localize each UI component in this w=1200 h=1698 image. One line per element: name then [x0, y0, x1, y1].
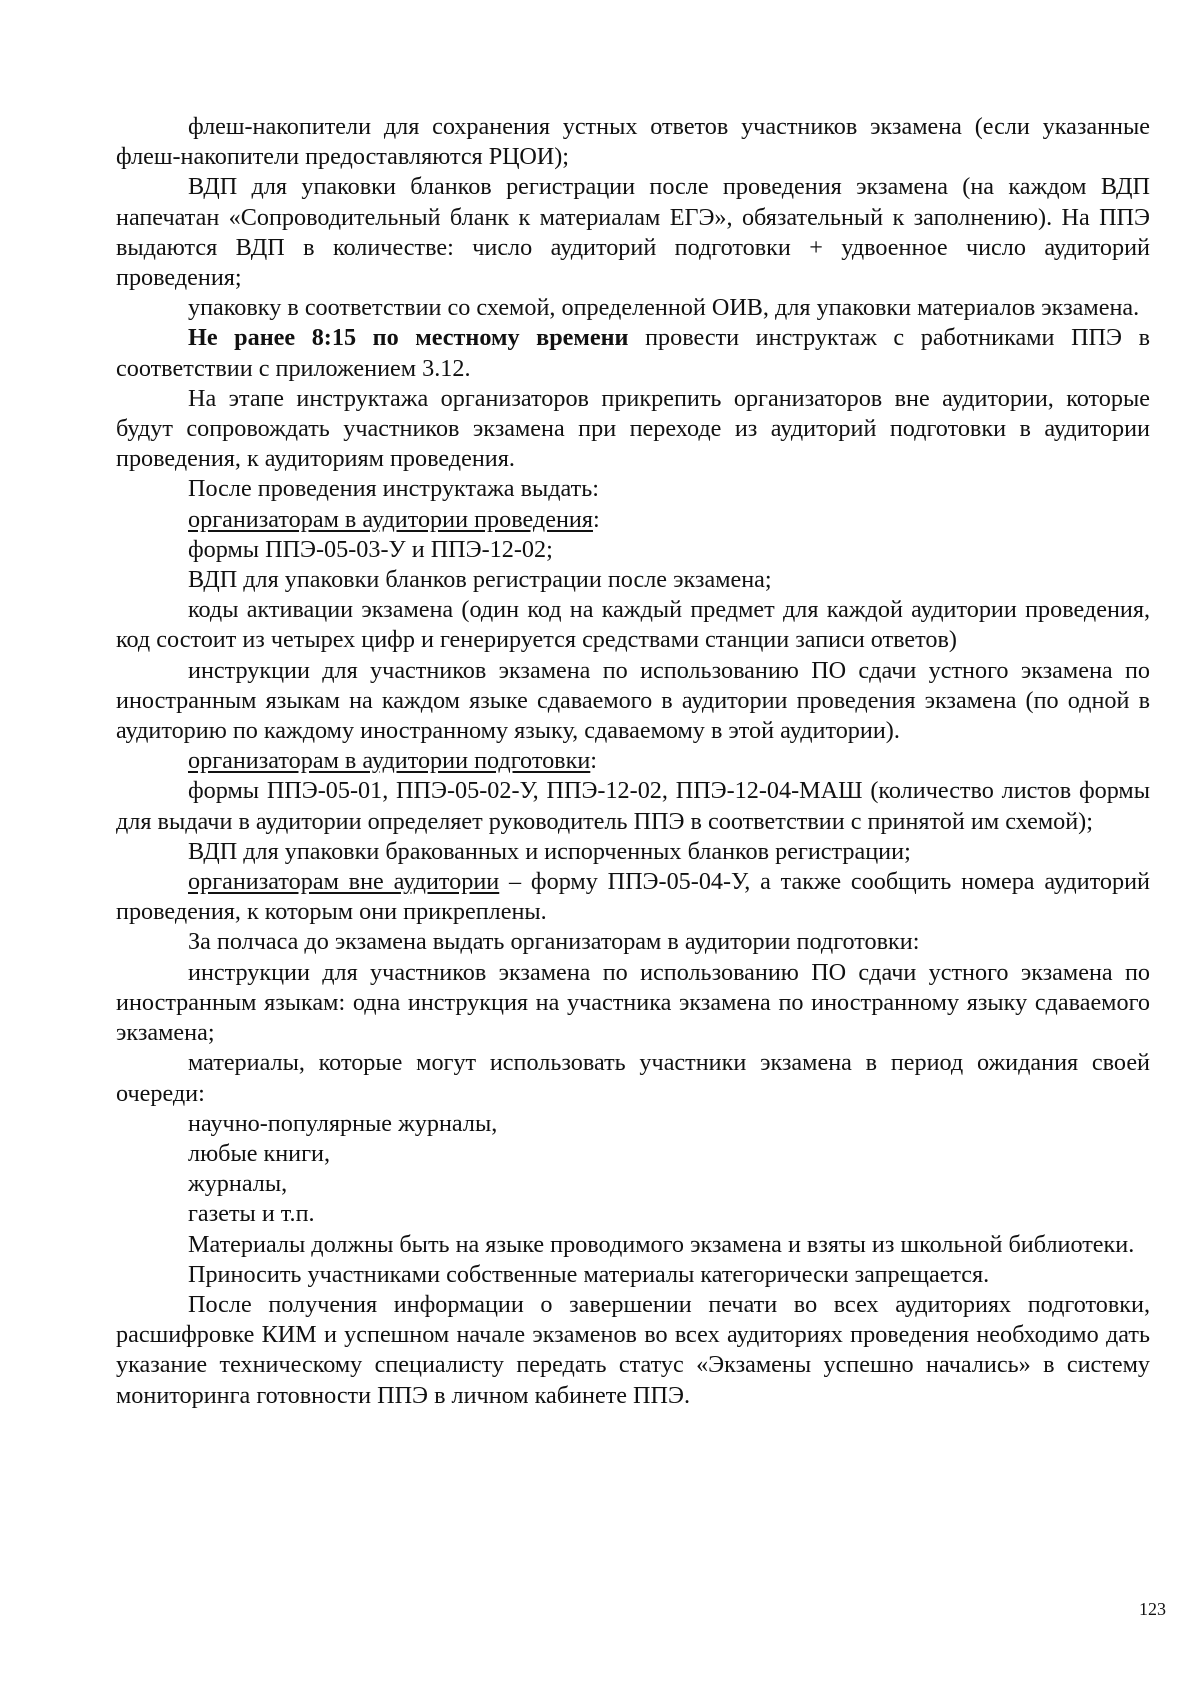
paragraph	[116, 746, 1150, 776]
paragraph: упаковку в соответствии со схемой, определенной ОИВ, для упаковки материалов экзамена.	[188, 294, 1140, 322]
paragraph-text: :	[590, 747, 598, 775]
paragraph	[116, 323, 1150, 383]
paragraph-text: – форму ППЭ-05-04-У, а также сообщить номера аудиторий проведения, к которым они прикреплены.	[116, 868, 1150, 926]
paragraph: инструкции для участников экзамена по использованию ПО сдачи устного экзамена по иностранным языкам: одна инструкция на участника экзамена по иностранному языку сдаваемого экзамена;	[116, 958, 1150, 1047]
page-number: 123	[1139, 1599, 1166, 1619]
paragraph	[116, 505, 1150, 535]
paragraph: ВДП для упаковки бланков регистрации после проведения экзамена (на каждом ВДП напечатан «Сопроводительный бланк к материалам ЕГЭ», обязательный к заполнению). На ППЭ выдаются ВДП в количестве: число аудиторий подготовки + удвоенное число аудиторий проведения;	[116, 173, 1150, 292]
paragraph-text: :	[592, 505, 600, 533]
underlined-heading: организаторам в аудитории подготовки	[188, 747, 591, 775]
list-item: научно-популярные журналы,	[188, 1109, 498, 1137]
paragraph: После проведения инструктажа выдать:	[188, 475, 599, 503]
bold-time-phrase: Не ранее 8:15 по местному времени	[188, 324, 629, 352]
list-item: газеты и т.п.	[188, 1200, 315, 1228]
paragraph: коды активации экзамена (один код на каждый предмет для каждой аудитории проведения, код состоит из четырех цифр и генерируется средствами станции записи ответов)	[116, 596, 1150, 654]
underlined-heading: организаторам вне аудитории	[188, 868, 500, 896]
paragraph: флеш-накопители для сохранения устных ответов участников экзамена (если указанные флеш-накопители предоставляются РЦОИ);	[116, 113, 1150, 171]
paragraph: инструкции для участников экзамена по использованию ПО сдачи устного экзамена по иностранным языкам на каждом языке сдаваемого в аудитории проведения экзамена (по одной в аудиторию по каждому иностранному языку, сдаваемому в этой аудитории).	[116, 656, 1150, 745]
paragraph: ВДП для упаковки бланков регистрации после экзамена;	[188, 566, 772, 594]
paragraph: На этапе инструктажа организаторов прикрепить организаторов вне аудитории, которые будут сопровождать участников экзамена при переходе из аудиторий подготовки в аудитории проведения, к аудиториям проведения.	[116, 384, 1150, 473]
paragraph: формы ППЭ-05-01, ППЭ-05-02-У, ППЭ-12-02, ППЭ-12-04-МАШ (количество листов формы для выдачи в аудитории определяет руководитель ППЭ в соответствии с принятой им схемой);	[116, 777, 1150, 835]
paragraph: формы ППЭ-05-03-У и ППЭ-12-02;	[188, 535, 553, 563]
list-item: журналы,	[188, 1170, 288, 1198]
paragraph	[116, 867, 1150, 927]
list-item: любые книги,	[188, 1139, 331, 1167]
underlined-heading: организаторам в аудитории проведения	[188, 505, 593, 533]
paragraph: За полчаса до экзамена выдать организаторам в аудитории подготовки:	[188, 928, 920, 956]
paragraph: Приносить участниками собственные материалы категорически запрещается.	[188, 1260, 990, 1288]
paragraph: ВДП для упаковки бракованных и испорченных бланков регистрации;	[188, 837, 911, 865]
paragraph-text: провести инструктаж с работниками ППЭ в соответствии с приложением 3.12.	[116, 324, 1150, 382]
paragraph: Материалы должны быть на языке проводимого экзамена и взяты из школьной библиотеки.	[188, 1230, 1135, 1258]
body-text	[116, 112, 1150, 1411]
paragraph: После получения информации о завершении печати во всех аудиториях подготовки, расшифровке КИМ и успешном начале экзаменов во всех аудиториях проведения необходимо дать указание техническому специалисту передать статус «Экзамены успешно начались» в систему мониторинга готовности ППЭ в личном кабинете ППЭ.	[116, 1290, 1150, 1409]
paragraph: материалы, которые могут использовать участники экзамена в период ожидания своей очереди:	[116, 1049, 1150, 1107]
